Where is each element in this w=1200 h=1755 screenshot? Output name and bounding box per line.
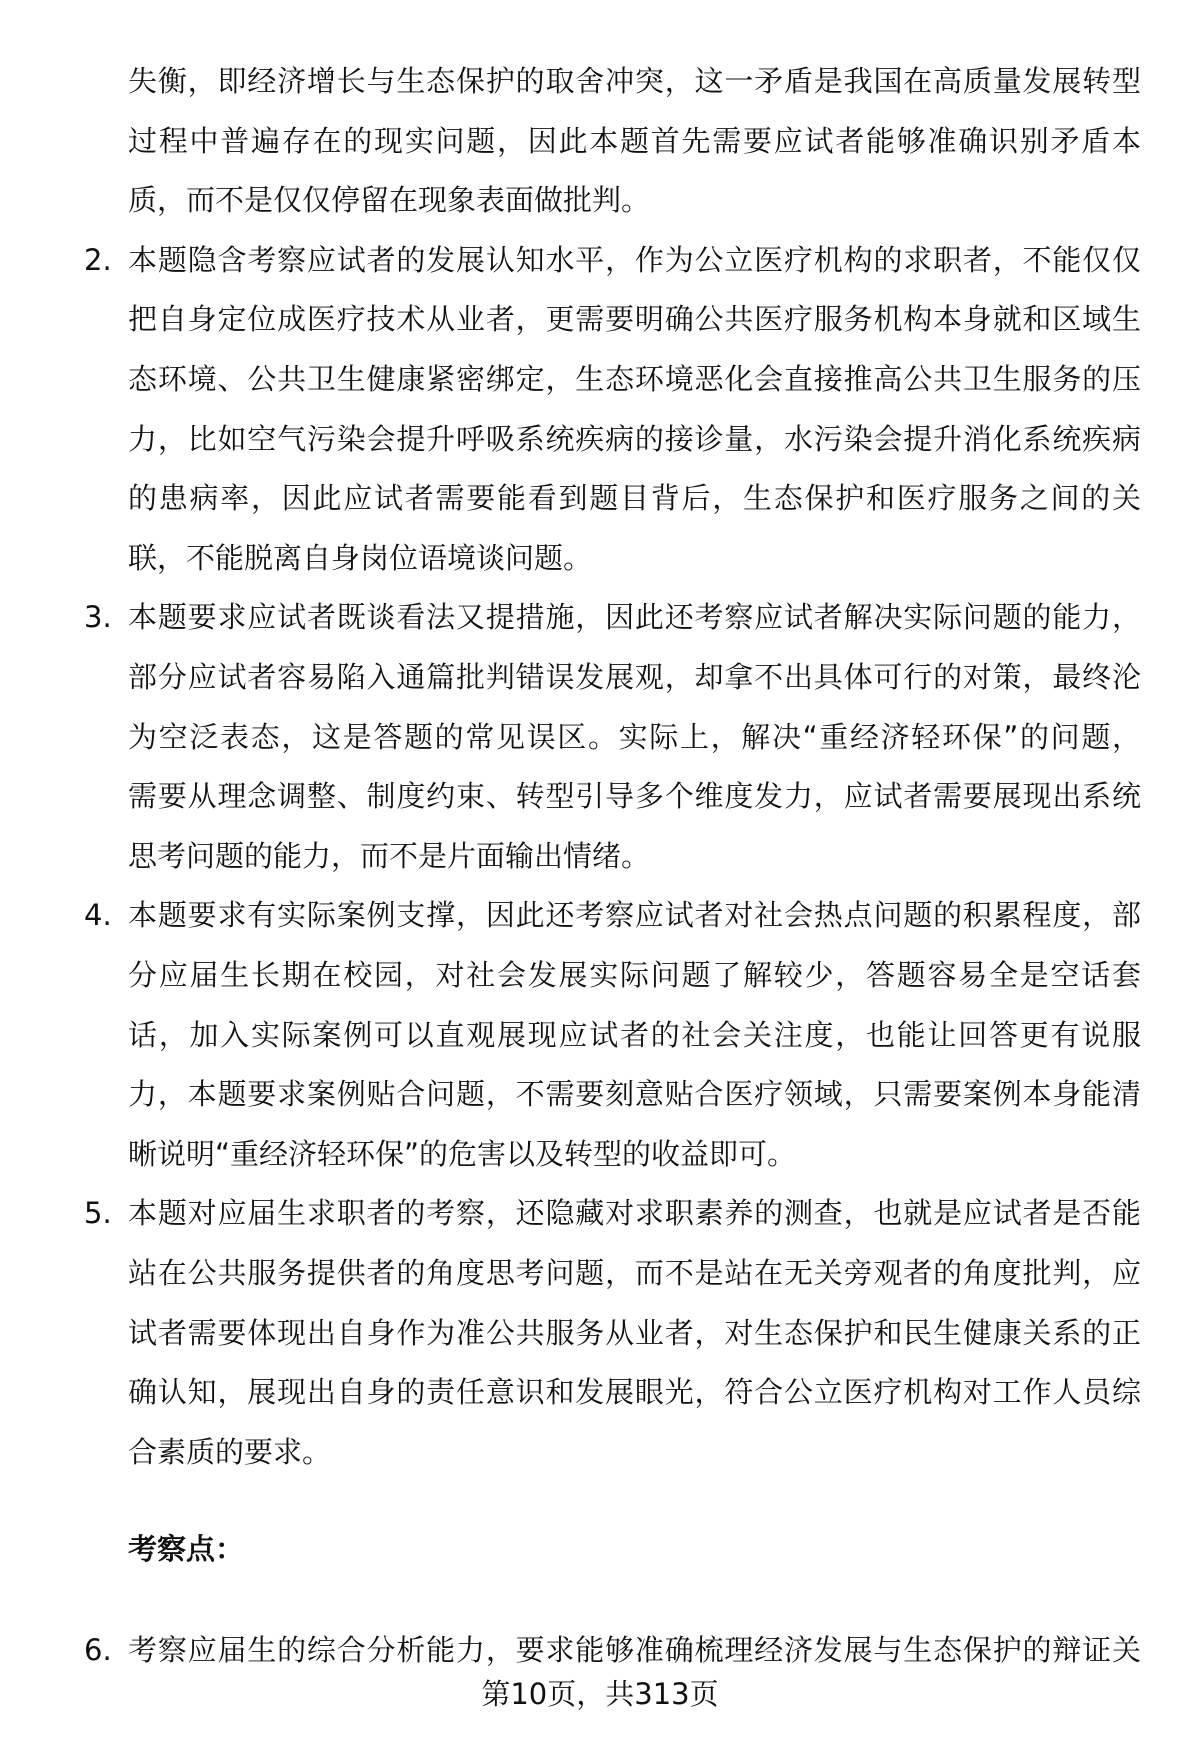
section-heading: 考察点：	[128, 1532, 245, 1566]
list-item-line: 确认知，展现出自身的责任意识和发展眼光，符合公立医疗机构对工作人员综	[128, 1375, 1141, 1410]
list-item-line: 为空泛表态，这是答题的常见误区。实际上，解决“重经济轻环保”的问题，	[128, 719, 1141, 754]
list-item-line: 力，本题要求案例贴合问题，不需要刻意贴合医疗领域，只需要案例本身能清	[128, 1077, 1141, 1112]
list-item-line: 的患病率，因此应试者需要能看到题目背后，生态保护和医疗服务之间的关	[128, 481, 1141, 516]
list-item-number: 2.	[84, 242, 112, 277]
list-item-line: 态环境、公共卫生健康紧密绑定，生态环境恶化会直接推高公共卫生服务的压	[128, 362, 1141, 396]
page-number-footer: 第10页，共313页	[481, 1677, 719, 1711]
list-item-line: 考察应届生的综合分析能力，要求能够准确梳理经济发展与生态保护的辩证关	[128, 1633, 1141, 1667]
list-item-line: 需要从理念调整、制度约束、转型引导多个维度发力，应试者需要展现出系统	[128, 779, 1141, 814]
list-item-line: 本题要求应试者既谈看法又提措施，因此还考察应试者解决实际问题的能力，	[128, 600, 1141, 635]
paragraph-line: 过程中普遍存在的现实问题，因此本题首先需要应试者能够准确识别矛盾本	[128, 123, 1141, 158]
list-item-line: 把自身定位成医疗技术从业者，更需要明确公共医疗服务机构本身就和区域生	[128, 302, 1141, 337]
list-item-line: 站在公共服务提供者的角度思考问题，而不是站在无关旁观者的角度批判，应	[128, 1256, 1141, 1290]
list-item-line: 晰说明“重经济轻环保”的危害以及转型的收益即可。	[128, 1136, 797, 1171]
list-item-line: 分应届生长期在校园，对社会发展实际问题了解较少，答题容易全是空话套	[128, 958, 1141, 992]
paragraph-line: 失衡，即经济增长与生态保护的取舍冲突，这一矛盾是我国在高质量发展转型	[128, 64, 1141, 98]
list-item-number: 6.	[84, 1633, 112, 1667]
list-item-line: 试者需要体现出自身作为准公共服务从业者，对生态保护和民生健康关系的正	[128, 1315, 1141, 1350]
list-item-line: 本题要求有实际案例支撑，因此还考察应试者对社会热点问题的积累程度，部	[128, 898, 1141, 933]
paragraph-line: 质，而不是仅仅停留在现象表面做批判。	[128, 183, 651, 218]
list-item-line: 部分应试者容易陷入通篇批判错误发展观，却拿不出具体可行的对策，最终沦	[128, 660, 1141, 694]
list-item-line: 思考问题的能力，而不是片面输出情绪。	[128, 838, 651, 873]
list-item-number: 4.	[84, 898, 112, 933]
list-item-line: 话，加入实际案例可以直观展现应试者的社会关注度，也能让回答更有说服	[128, 1017, 1141, 1052]
list-item-number: 3.	[84, 600, 112, 635]
list-item-line: 联，不能脱离自身岗位语境谈问题。	[128, 540, 593, 575]
list-item-number: 5.	[84, 1196, 112, 1231]
list-item-line: 力，比如空气污染会提升呼吸系统疾病的接诊量，水污染会提升消化系统疾病	[128, 421, 1141, 456]
list-item-line: 本题对应届生求职者的考察，还隐藏对求职素养的测查，也就是应试者是否能	[128, 1196, 1141, 1231]
list-item-line: 合素质的要求。	[128, 1434, 332, 1469]
list-item-line: 本题隐含考察应试者的发展认知水平，作为公立医疗机构的求职者，不能仅仅	[128, 242, 1141, 277]
